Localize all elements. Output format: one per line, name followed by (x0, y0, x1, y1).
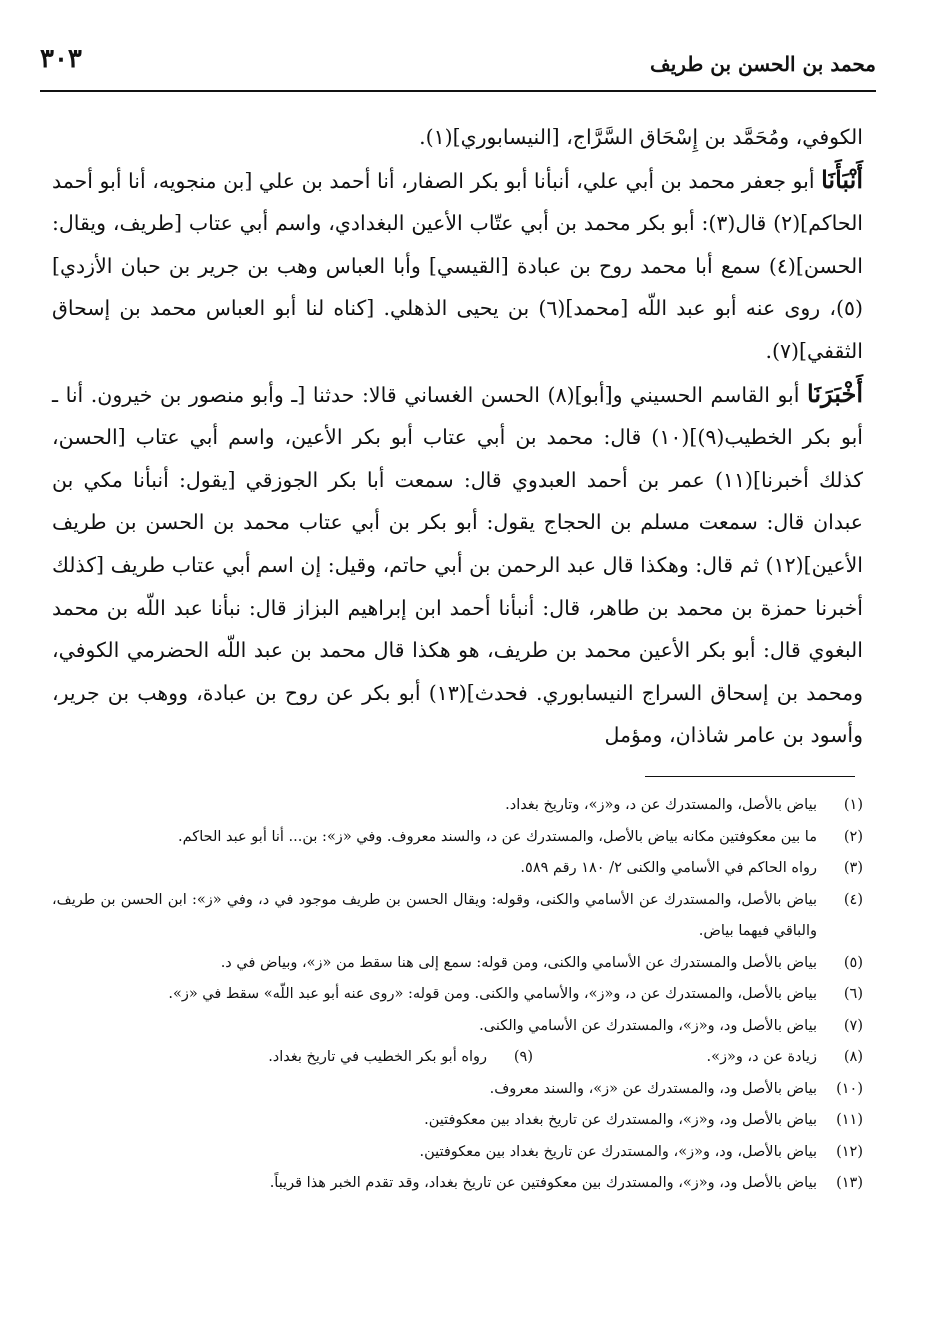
footnote-text: بياض بالأصل، والمستدرك عن الأسامي والكنى، وقوله: ويقال الحسن بن طريف موجود في د، وفي «ز»: ابن الحسن بن طريف، والباقي فيهما بياض. (52, 891, 817, 939)
footnote-13 (52, 1168, 863, 1200)
paragraph-2 (52, 159, 863, 373)
footnote-number: (٧) (843, 1017, 863, 1034)
footnote-text: ما بين معكوفتين مكانه بياض بالأصل، والمستدرك عن د، والسند معروف. وفي «ز»: بن... أنا أبو عبد الحاكم. (178, 828, 817, 845)
footnote-5 (52, 948, 863, 980)
running-title: محمد بن الحسن بن طريف (650, 52, 876, 76)
paragraph-1 (52, 115, 863, 159)
page-number: ٣٠٣ (40, 44, 82, 74)
footnote-7 (52, 1011, 863, 1043)
footnote-text: بياض بالأصل، والمستدرك عن د، و«ز»، وتاريخ بغداد. (505, 797, 817, 813)
footnote-text: بياض بالأصل ود، والمستدرك عن «ز»، والسند معروف. (489, 1080, 817, 1097)
footnote-number: (٦) (843, 986, 863, 1002)
paragraph-text: الكوفي، ومُحَمَّد بن إِسْحَاق السَّرَّاج، [النيسابوري](١). (419, 125, 863, 149)
footnote-number: (١١) (836, 1112, 863, 1128)
footnote-text: بياض بالأصل، ود، و«ز»، والمستدرك عن تاريخ بغداد بين معكوفتين. (419, 1143, 817, 1160)
footnote-number: (٤) (843, 891, 863, 908)
footnote-text: رواه أبو بكر الخطيب في تاريخ بغداد. (268, 1049, 487, 1065)
footnote-4 (52, 885, 863, 948)
footnote-12 (52, 1137, 863, 1169)
main-text (52, 115, 863, 757)
footnotes (52, 790, 863, 1200)
footnote-pair-8-9 (52, 1042, 863, 1074)
footnote-number: (٣) (843, 860, 863, 876)
footnote-text: بياض بالأصل والمستدرك عن الأسامي والكنى، ومن قوله: سمع إلى هنا سقط من «ز»، وبياض في د. (220, 954, 817, 971)
paragraph-lead-word: أَخْبَرَنَا (807, 378, 863, 408)
footnote-2 (52, 822, 863, 854)
footnote-text: بياض بالأصل ود، و«ز»، والمستدرك عن الأسامي والكنى. (479, 1017, 817, 1034)
footnote-text: رواه الحاكم في الأسامي والكنى ٢/ ١٨٠ رقم ٥٨٩. (520, 860, 817, 876)
footnote-number: (١٢) (836, 1143, 863, 1160)
paragraph-text: أبو جعفر محمد بن أبي علي، أنبأنا أبو بكر الصفار، أنا أحمد بن علي [بن منجويه، أنا أبو أحمد الحاكم](٢) قال(٣): أبو بكر محمد بن أبي عتّاب الأعين البغدادي، واسم أبي عتاب [طريف، ويقال: الحسن](٤) سمع أبا محمد روح بن عبادة [القيسي] وأبا العباس وهب بن جرير بن حبان الأزدي](٥)، روى عنه أبو عبد اللّه [محمد](٦) بن يحيى الذهلي. [كناه لنا أبو العباس محمد بن إسحاق الثقفي](٧). (52, 168, 864, 363)
footnote-6 (52, 979, 863, 1011)
footnote-number: (١) (843, 797, 863, 813)
footnote-number: (١٠) (836, 1080, 863, 1097)
footnote-1 (52, 790, 863, 822)
footnote-8 (533, 1042, 863, 1074)
paragraph-lead-word: أَنْبَأَنَا (821, 164, 863, 194)
footnote-number: (٥) (843, 954, 863, 971)
footnote-text: بياض بالأصل ود، و«ز»، والمستدرك عن تاريخ بغداد بين معكوفتين. (424, 1112, 817, 1128)
footnote-number: (٩) (513, 1049, 533, 1065)
footnote-10 (52, 1074, 863, 1106)
footnote-11 (52, 1105, 863, 1137)
footnote-text: بياض بالأصل، والمستدرك عن د، و«ز»، والأسامي والكنى. ومن قوله: «روى عنه أبو عبد اللّه» سقط في «ز». (168, 986, 817, 1002)
footnote-text: زيادة عن د، و«ز». (706, 1049, 817, 1065)
footnote-9 (268, 1042, 533, 1074)
running-header (40, 40, 876, 92)
footnote-number: (٢) (843, 828, 863, 845)
footnote-3 (52, 853, 863, 885)
footnote-number: (٨) (843, 1049, 863, 1065)
footnote-text: بياض بالأصل ود، و«ز»، والمستدرك بين معكوفتين عن تاريخ بغداد، وقد تقدم الخبر هذا قريباً. (269, 1175, 817, 1191)
footnote-number: (١٣) (836, 1175, 863, 1191)
paragraph-text: أبو القاسم الحسيني و[أبو](٨) الحسن الغساني قالا: حدثنا [ـ وأبو منصور بن خيرون. أنا ـ أبو بكر الخطيب(٩)](١٠) قال: محمد بن أبي عتاب أبو بكر الأعين، واسم أبي عتاب [الحسن، كذلك أخبرنا](١١) عمر بن أحمد العبدوي قال: سمعت أبا بكر الجوزقي [يقول: أنبأنا مكي بن عبدان قال: سمعت مسلم بن الحجاج يقول: أبو بكر بن أبي عتاب محمد بن الحسن بن طريف الأعين](١٢) ثم قال: وهكذا قال عبد الرحمن بن أبي حاتم، وقيل: إن اسم أبي عتاب طريف [كذلك أخبرنا حمزة بن محمد بن طاهر، قال: أنبأنا أحمد ابن إبراهيم البزاز قال: نبأنا عبد اللّه بن محمد البغوي قال: أبو بكر الأعين محمد بن طريف، هو هكذا قال محمد بن عبد اللّه الحضرمي الكوفي، ومحمد بن إسحاق السراج النيسابوري. فحدث](١٣) أبو بكر عن روح بن عبادة، ووهب بن جرير، وأسود بن عامر شاذان، ومؤمل (52, 382, 864, 748)
footnote-divider (645, 776, 855, 777)
paragraph-3 (52, 373, 863, 757)
